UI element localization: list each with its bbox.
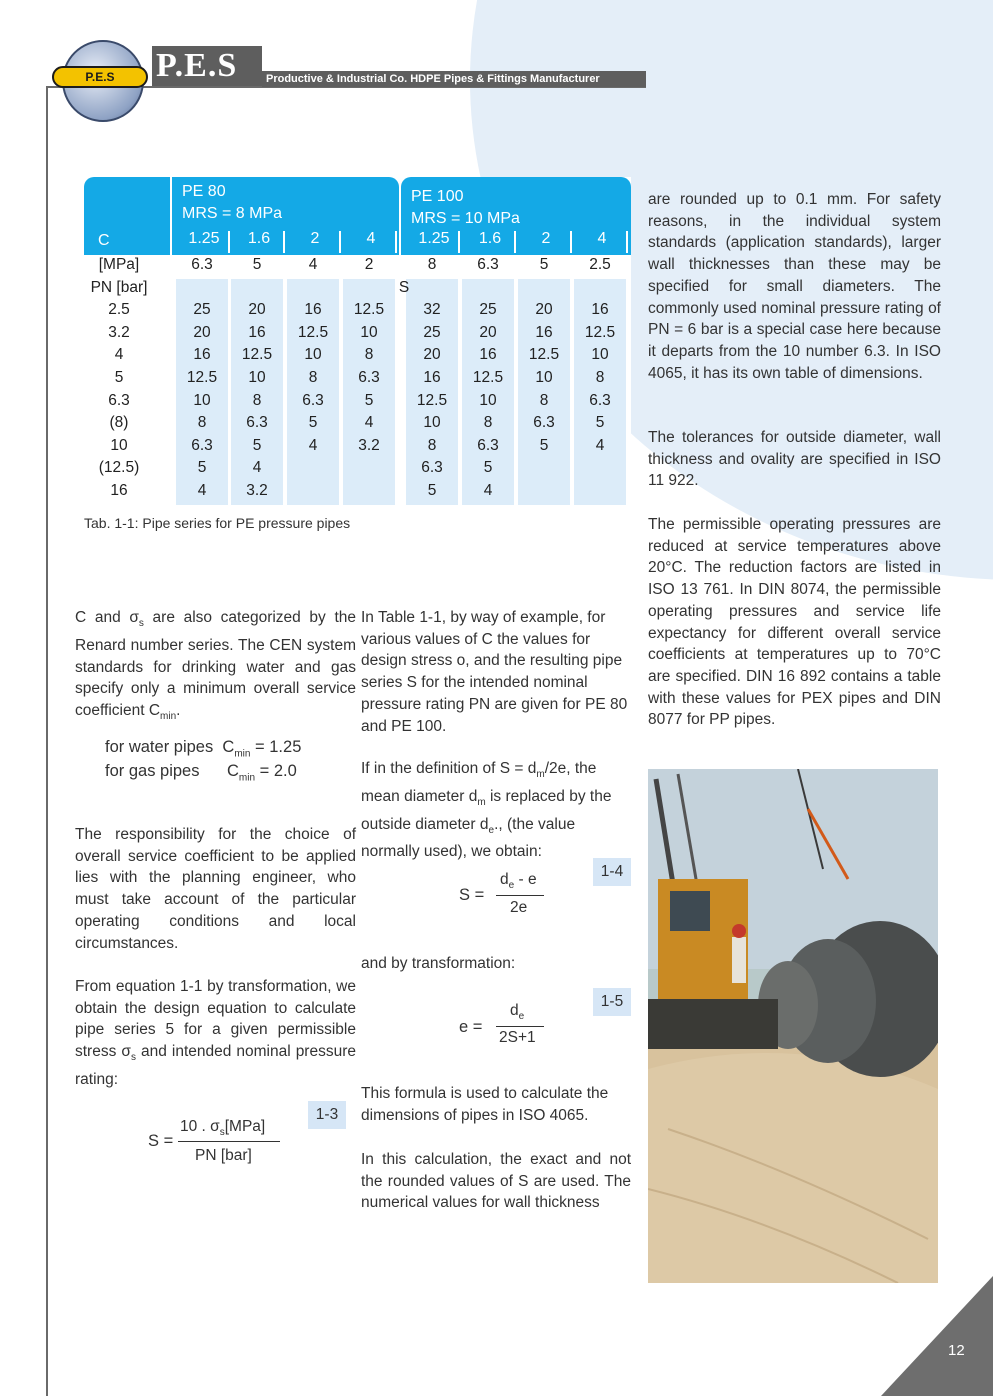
table-cell: 10	[535, 369, 553, 386]
row-label-pn-value: (12.5)	[98, 459, 140, 477]
table-cell: 3.2	[246, 482, 268, 499]
table-cell: 12.5	[241, 346, 273, 364]
pe100-title: PE 100	[411, 188, 464, 205]
pe100-mrs: MRS = 10 MPa	[411, 210, 520, 227]
table-cell: 16	[591, 301, 609, 319]
table-cell: 6.3	[589, 391, 611, 409]
brand-tagline: Productive & Industrial Co. HDPE Pipes & Fittings Manufacturer	[262, 71, 646, 87]
table-cell: 4	[252, 459, 262, 477]
c-value-header: 4	[597, 230, 607, 247]
table-cell: 20	[423, 346, 441, 364]
col2-paragraph-1: In Table 1-1, by way of example, for various values of C the values for design stress o, and the resulting pipe series S for the intended nominal pressure rating PN are given for PE 80 and PE 100.	[361, 609, 628, 735]
table-cell: 20	[248, 301, 266, 319]
table-cell: 12.5	[297, 323, 329, 341]
table-cell: 4	[308, 436, 318, 454]
table-cell: 8	[427, 436, 437, 454]
table-cell: 4	[197, 482, 207, 499]
table-cell: 8	[364, 346, 374, 364]
table-cell: 6.3	[477, 436, 499, 454]
table-cell: 5	[364, 391, 374, 409]
col1-paragraph-2: The responsibility for the choice of overall service coefficient to be applied lies with the planning engineer, who must take account of the particular operating conditions and local circumstances.	[75, 826, 356, 952]
eq13-denominator: PN [bar]	[195, 1147, 252, 1164]
table-cell: 10	[423, 414, 441, 432]
table-cell: 10	[360, 323, 378, 341]
table-cell: 32	[423, 301, 441, 319]
eq14-denominator: 2e	[510, 899, 528, 916]
table-cell: 25	[193, 301, 211, 319]
table-cell: 5	[539, 436, 549, 454]
table-cell: 6.3	[533, 414, 555, 432]
table-cell: 5	[308, 414, 318, 432]
eq15-fraction-line	[496, 1026, 544, 1027]
page-corner-triangle	[881, 1276, 993, 1396]
row-label-pn-value: 16	[110, 482, 128, 499]
table-cell: 8	[595, 369, 605, 386]
pipe-series-table	[84, 177, 631, 507]
table-cell: 5	[252, 436, 262, 454]
table-cell: 6.3	[477, 256, 499, 273]
header-separator	[570, 231, 572, 253]
table-cell: 5	[483, 459, 493, 477]
equation-tag-1-3: 1-3	[308, 1101, 346, 1129]
col1-paragraph-1: C and $\sigma_s$ are also categorized by the Renard number series. The CEN system standards for drinking water and gas specify only a minimum overall service coefficient $C_{min}$.	[75, 609, 356, 722]
col3-paragraph-1: are rounded up to 0.1 mm. For safety reasons, in the individual system standards (application standards), larger wall thicknesses than these may be specified for small diameters. The commonly used nominal pressure rating of PN = 6 bar is a special case here because it departs from the 10 number 6.3. In ISO 4065, it has its own table of dimensions.	[648, 191, 941, 382]
table-cell: 5	[539, 256, 549, 273]
table-cell: 6.3	[358, 369, 380, 386]
table-cell: 12.5	[353, 301, 385, 319]
eq14-numerator: $d_e$ - e	[500, 871, 537, 892]
header-separator	[626, 231, 628, 253]
eq15-denominator: 2S+1	[499, 1029, 536, 1046]
table-cell: 16	[304, 301, 322, 319]
row-label-pn-value: 4	[114, 346, 124, 364]
table-cell: 10	[193, 391, 211, 409]
table-cell: 6.3	[302, 391, 324, 409]
c-value-header: 1.25	[188, 230, 220, 247]
c-value-header: 2	[310, 230, 320, 247]
table-cell: 16	[479, 346, 497, 364]
c-value-header: 4	[366, 230, 376, 247]
row-label-pn-value: (8)	[109, 414, 129, 432]
table-cell: 6.3	[246, 414, 268, 432]
equation-tag-1-5: 1-5	[593, 988, 631, 1016]
brand-name: P.E.S	[152, 46, 262, 86]
eq14-fraction-line	[496, 895, 544, 896]
c-value-header: 1.6	[247, 230, 271, 247]
photo-drawing	[648, 769, 938, 1283]
table-cell: 10	[591, 346, 609, 364]
c-value-header: 1.25	[418, 230, 450, 247]
eq15-numerator: $d_e$	[510, 1002, 525, 1023]
gas-pipes-line: for gas pipes $C_{min} = 2.0$	[105, 762, 297, 784]
table-cell: 12.5	[472, 369, 504, 386]
table-cell: 5	[427, 482, 437, 499]
table-cell: 5	[595, 414, 605, 432]
table-cell: 25	[423, 323, 441, 341]
table-cell: 20	[479, 323, 497, 341]
table-cell: 5	[197, 459, 207, 477]
col2-paragraph-3: and by transformation:	[361, 955, 516, 972]
table-cell: 16	[423, 369, 441, 386]
header-separator	[228, 231, 230, 253]
table-cell: 6.3	[421, 459, 443, 477]
table-cell: 25	[479, 301, 497, 319]
table-cell: 12.5	[186, 369, 218, 386]
row-label-mpa: [MPa]	[98, 256, 140, 273]
table-cell: 10	[479, 391, 497, 409]
col3-paragraph-3: The permissible operating pressures are reduced at service temperatures above 20°C. The reduction factors are listed in ISO 13 761. In DIN 8074, the permissible operating pressures and service life expectancy for different overall service coefficients at temperatures up to 70°C are specified. DIN 16 892 contains a table with these values for PEX pipes and DIN 8077 for PP pipes.	[648, 516, 941, 729]
table-cell: 20	[193, 323, 211, 341]
eq15-lhs: e =	[459, 1018, 483, 1036]
col2-paragraph-5: In this calculation, the exact and not the rounded values of S are used. The numerical values for wall thickness	[361, 1151, 631, 1212]
header-separator	[283, 231, 285, 253]
water-pipes-line: for water pipes $C_{min} = 1.25$	[105, 738, 302, 760]
table-cell: 8	[483, 414, 493, 432]
table-cell: 8	[539, 391, 549, 409]
table-cell: 3.2	[358, 436, 380, 454]
table-cell: 16	[193, 346, 211, 364]
pe80-title: PE 80	[182, 183, 226, 200]
col2-paragraph-4: This formula is used to calculate the dimensions of pipes in ISO 4065.	[361, 1085, 609, 1124]
row-label-pn-value: 3.2	[108, 323, 130, 341]
table-cell: 10	[304, 346, 322, 364]
table-cell: 12.5	[584, 323, 616, 341]
eq13-numerator: 10 . $\sigma_s[MPa]$	[180, 1118, 266, 1139]
c-value-header: 1.6	[478, 230, 502, 247]
equation-tag-1-4: 1-4	[593, 858, 631, 886]
eq13-fraction-line	[178, 1141, 280, 1142]
pipe-installation-photo	[648, 769, 938, 1283]
table-cell: 8	[252, 391, 262, 409]
col1-paragraph-3: From equation 1-1 by transformation, we obtain the design equation to calculate pipe series 5 for a given permissible stress $\sigma_s$ and intended nominal pressure rating:	[75, 978, 356, 1088]
row-label-pn: PN [bar]	[90, 278, 148, 296]
table-cell: 10	[248, 369, 266, 386]
eq14-lhs: S =	[459, 886, 485, 904]
table-cell: 8	[427, 256, 437, 273]
eq13-lhs: S =	[148, 1132, 174, 1150]
table-caption: Tab. 1-1: Pipe series for PE pressure pipes	[84, 515, 351, 531]
table-cell: 2.5	[589, 256, 611, 273]
table-cell: 6.3	[191, 256, 213, 273]
page-number: 12	[948, 1342, 965, 1359]
row-label-pn-value: 10	[110, 436, 128, 454]
row-label-pn-value: 2.5	[108, 301, 130, 319]
table-cell: 20	[535, 301, 553, 319]
col3-paragraph-2: The tolerances for outside diameter, wall thickness and ovality are specified in ISO 11 922.	[648, 429, 941, 490]
table-cell: 4	[595, 436, 605, 454]
header-c-label: C	[98, 232, 110, 249]
table-cell: 4	[364, 414, 374, 432]
header-separator	[514, 231, 516, 253]
c-value-header: 2	[541, 230, 551, 247]
table-cell: 16	[248, 323, 266, 341]
row-label-pn-value: 6.3	[108, 391, 130, 409]
logo-band: P.E.S	[52, 66, 148, 88]
header-separator	[339, 231, 341, 253]
table-cell: 8	[308, 369, 318, 386]
table-cell: 8	[197, 414, 207, 432]
table-cell: 5	[252, 256, 262, 273]
row-label-pn-value: 5	[114, 369, 124, 386]
table-cell: 16	[535, 323, 553, 341]
table-cell: 4	[308, 256, 318, 273]
table-cell: 12.5	[416, 391, 448, 409]
s-label: S	[398, 278, 410, 296]
header-separator	[395, 231, 397, 253]
table-cell: 12.5	[528, 346, 560, 364]
table-cell: 6.3	[191, 436, 213, 454]
pe80-mrs: MRS = 8 MPa	[182, 205, 283, 222]
col2-paragraph-2: If in the definition of $S = d_m/2e$, the mean diameter $d_m$ is replaced by the outside diameter $d_e$., (the value normally used), we obtain:	[361, 760, 612, 861]
header-separator	[458, 231, 460, 253]
table-header-c	[84, 177, 170, 255]
frame-line-vertical	[46, 86, 48, 1396]
table-cell: 4	[483, 482, 493, 499]
table-cell: 2	[364, 256, 374, 273]
